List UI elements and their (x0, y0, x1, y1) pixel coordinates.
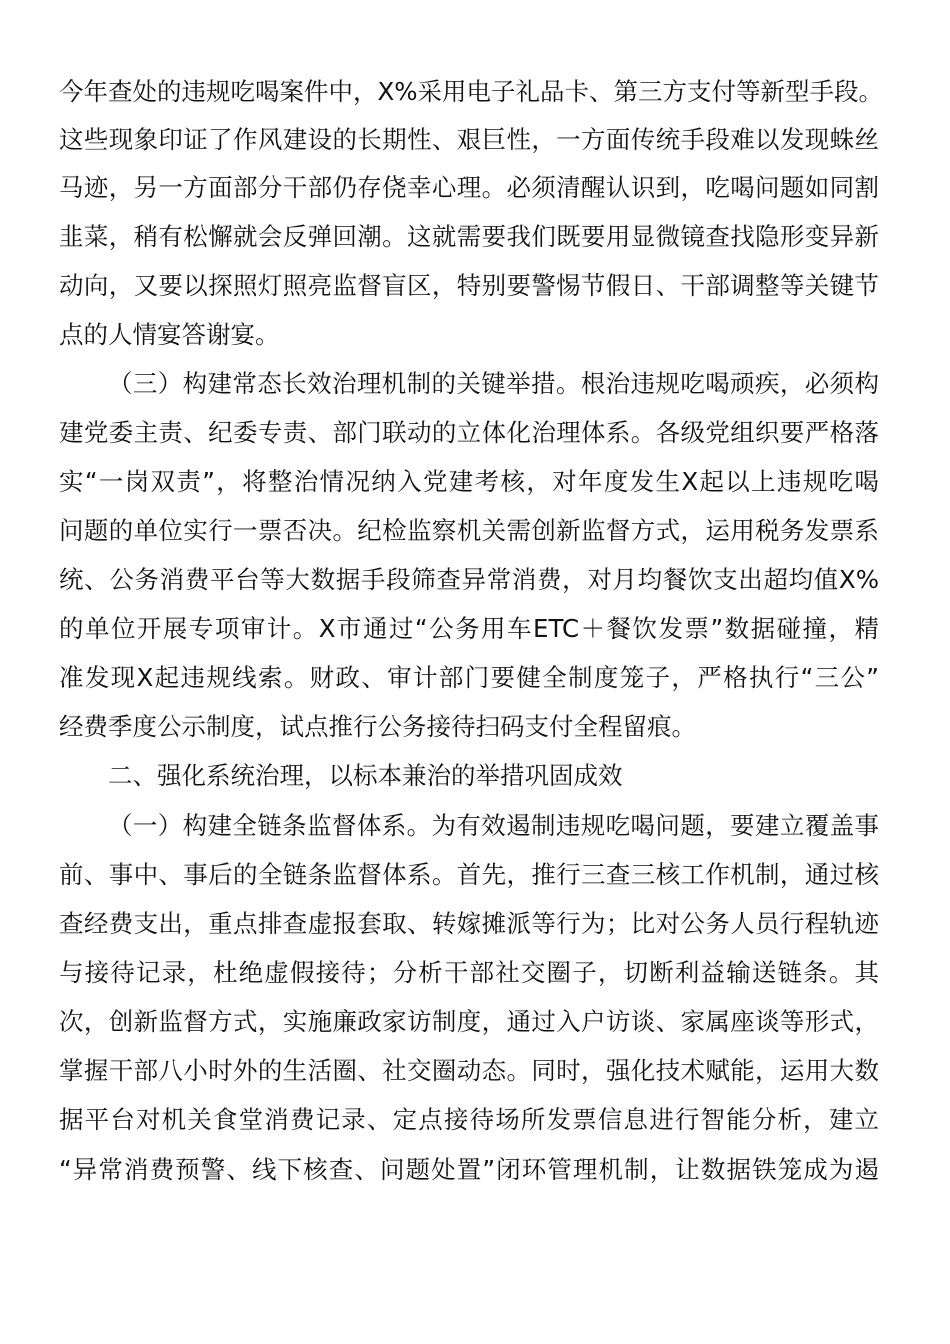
text-line: 经费季度公示制度，试点推行公务接待扫码支付全程留痕。 (59, 712, 696, 741)
text-line: 韭菜，稍有松懈就会反弹回潮。这就需要我们既要用显微镜查找隐形变异新 (59, 222, 879, 251)
text-line: 查经费支出，重点排查虚报套取、转嫁摊派等行为；比对公务人员行程轨迹 (59, 909, 879, 938)
text-line: 点的人情宴答谢宴。 (59, 320, 280, 349)
text-line: 问题的单位实行一票否决。纪检监察机关需创新监督方式，运用税务发票系 (59, 516, 879, 545)
text-line: 实“一岗双责”，将整治情况纳入党建考核，对年度发生X起以上违规吃喝 (59, 467, 879, 496)
text-line: 次，创新监督方式，实施廉政家访制度，通过入户访谈、家属座谈等形式， (59, 1007, 879, 1036)
text-line: 这些现象印证了作风建设的长期性、艰巨性，一方面传统手段难以发现蛛丝 (59, 125, 879, 154)
text-line: “异常消费预警、线下核查、问题处置”闭环管理机制，让数据铁笼成为遏 (59, 1155, 879, 1184)
text-line: 统、公务消费平台等大数据手段筛查异常消费，对月均餐饮支出超均值X% (59, 565, 879, 594)
text-line: 动向，又要以探照灯照亮监督盲区，特别要警惕节假日、干部调整等关键节 (59, 271, 879, 300)
paragraph-first-line: （一）构建全链条监督体系。为有效遏制违规吃喝问题，要建立覆盖事 (108, 811, 879, 840)
paragraph-first-line: （三）构建常态长效治理机制的关键举措。根治违规吃喝顽疾，必须构 (108, 369, 879, 398)
text-line: 准发现X起违规线索。财政、审计部门要健全制度笼子，严格执行“三公” (59, 663, 879, 692)
section-heading: 二、强化系统治理，以标本兼治的举措巩固成效 (108, 761, 623, 790)
text-line: 前、事中、事后的全链条监督体系。首先，推行三查三核工作机制，通过核 (59, 860, 879, 889)
text-line: 掌握干部八小时外的生活圈、社交圈动态。同时，强化技术赋能，运用大数 (59, 1056, 879, 1085)
text-line: 马迹，另一方面部分干部仍存侥幸心理。必须清醒认识到，吃喝问题如同割 (59, 173, 879, 202)
text-line: 的单位开展专项审计。X市通过“公务用车ETC＋餐饮发票”数据碰撞，精 (59, 614, 879, 643)
text-line: 建党委主责、纪委专责、部门联动的立体化治理体系。各级党组织要严格落 (59, 418, 879, 447)
text-line: 与接待记录，杜绝虚假接待；分析干部社交圈子，切断利益输送链条。其 (59, 958, 879, 987)
text-line: 据平台对机关食堂消费记录、定点接待场所发票信息进行智能分析，建立 (59, 1105, 879, 1134)
text-line: 今年查处的违规吃喝案件中，X%采用电子礼品卡、第三方支付等新型手段。 (59, 77, 884, 106)
